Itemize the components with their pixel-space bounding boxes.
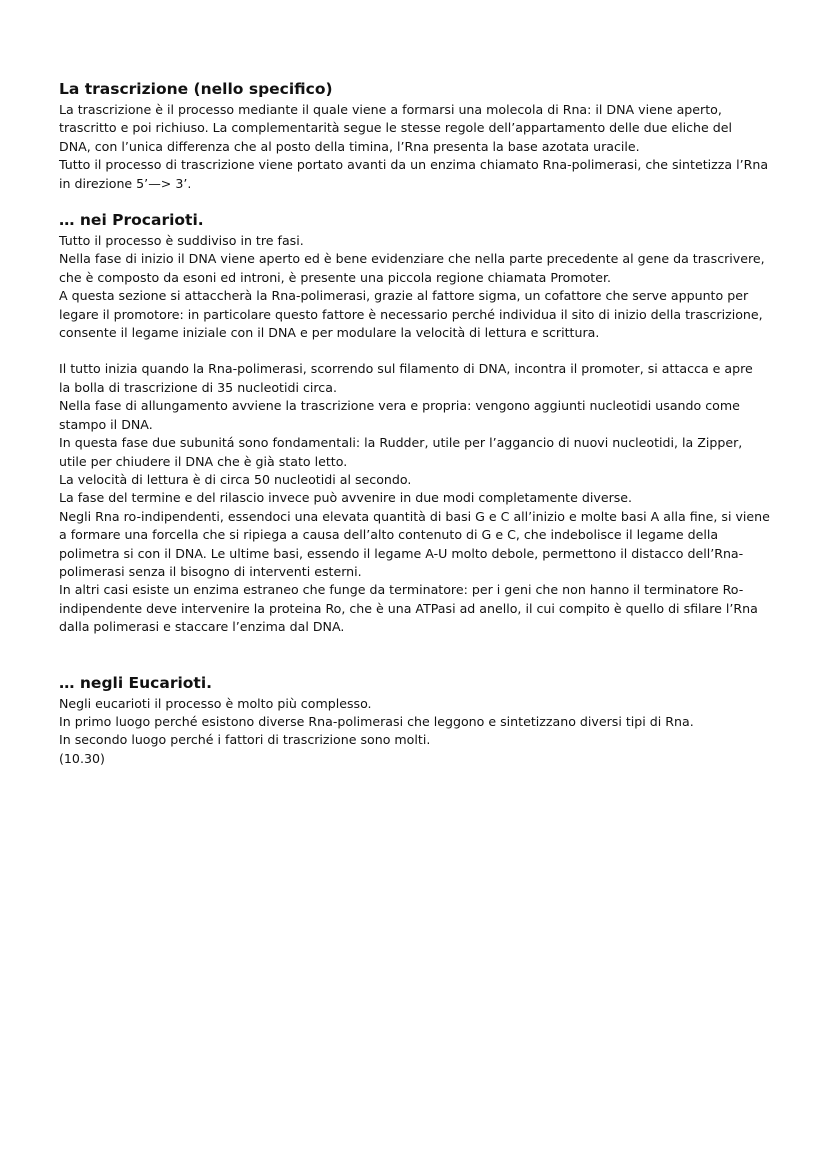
- paragraph-gap: [59, 342, 788, 360]
- text-line: dalla polimerasi e staccare l’enzima dal DNA.: [59, 619, 345, 635]
- text-line: DNA, con l’unica differenza che al posto della timina, l’Rna presenta la base azotata uracile.: [59, 138, 640, 154]
- section-trascrizione: [59, 79, 788, 193]
- text-line: (10.30): [59, 750, 105, 766]
- text-line: In questa fase due subunitá sono fondamentali: la Rudder, utile per l’aggancio di nuovi nucleotidi, la Zipper,: [59, 435, 743, 451]
- text-line: la bolla di trascrizione di 35 nucleotidi circa.: [59, 379, 337, 395]
- text-line: A questa sezione si attaccherà la Rna-polimerasi, grazie al fattore sigma, un cofattore che serve appunto per: [59, 288, 749, 304]
- section-heading: La trascrizione (nello specifico): [59, 80, 333, 98]
- text-line: polimetra si con il DNA. Le ultime basi, essendo il legame A-U molto debole, permettono il distacco dell’Rna-: [59, 545, 744, 561]
- text-line: Nella fase di inizio il DNA viene aperto ed è bene evidenziare che nella parte precedente al gene da trascrivere,: [59, 251, 765, 267]
- text-line: Negli Rna ro-indipendenti, essendoci una elevata quantità di basi G e C all’inizio e molte basi A alla fine, si viene: [59, 508, 770, 524]
- text-line: La fase del termine e del rilascio invece può avvenire in due modi completamente diverse.: [59, 490, 633, 506]
- text-line: Tutto il processo è suddiviso in tre fasi.: [59, 233, 304, 249]
- text-line: In secondo luogo perché i fattori di trascrizione sono molti.: [59, 732, 431, 748]
- text-line: Il tutto inizia quando la Rna-polimerasi, scorrendo sul filamento di DNA, incontra il promoter, si attacca e apre: [59, 361, 753, 377]
- text-line: trascritto e poi richiuso. La complementarità segue le stesse regole dell’appartamento delle due eliche del: [59, 120, 733, 136]
- text-line: Tutto il processo di trascrizione viene portato avanti da un enzima chiamato Rna-polimerasi, che sintetizza l’Rna: [59, 157, 769, 173]
- section-heading: … negli Eucarioti.: [59, 673, 213, 692]
- text-line: in direzione 5’—> 3’.: [59, 175, 192, 191]
- text-line: legare il promotore: in particolare questo fattore è necessario perché individua il sito di inizio della trascrizione,: [59, 306, 763, 322]
- text-line: utile per chiudere il DNA che è già stato letto.: [59, 453, 348, 469]
- text-line: La trascrizione è il processo mediante il quale viene a formarsi una molecola di Rna: il DNA viene aperto,: [59, 102, 722, 117]
- text-line: Negli eucarioti il processo è molto più complesso.: [59, 695, 372, 711]
- text-line: stampo il DNA.: [59, 416, 153, 432]
- text-line: Nella fase di allungamento avviene la trascrizione vera e propria: vengono aggiunti nucleotidi usando come: [59, 398, 740, 414]
- text-line: a formare una forcella che si ripiega a causa dell’alto contenuto di G e C, che indebolisce il legame della: [59, 527, 719, 543]
- text-line: consente il legame iniziale con il DNA e per modulare la velocità di lettura e scrittura.: [59, 325, 600, 341]
- text-line: polimerasi senza il bisogno di interventi esterni.: [59, 563, 362, 579]
- text-line: che è composto da esoni ed introni, è presente una piccola regione chiamata Promoter.: [59, 269, 612, 285]
- text-line: In primo luogo perché esistono diverse Rna-polimerasi che leggono e sintetizzano diversi tipi di Rna.: [59, 713, 694, 729]
- section-heading: … nei Procarioti.: [59, 211, 204, 230]
- section-eucarioti: [59, 673, 788, 769]
- text-line: indipendente deve intervenire la proteina Ro, che è una ATPasi ad anello, il cui compito è quello di sfilare l’Rna: [59, 600, 758, 616]
- section-procarioti: [59, 210, 788, 637]
- text-line: La velocità di lettura è di circa 50 nucleotidi al secondo.: [59, 471, 412, 487]
- text-line: In altri casi esiste un enzima estraneo che funge da terminatore: per i geni che non hanno il terminatore Ro-: [59, 582, 744, 598]
